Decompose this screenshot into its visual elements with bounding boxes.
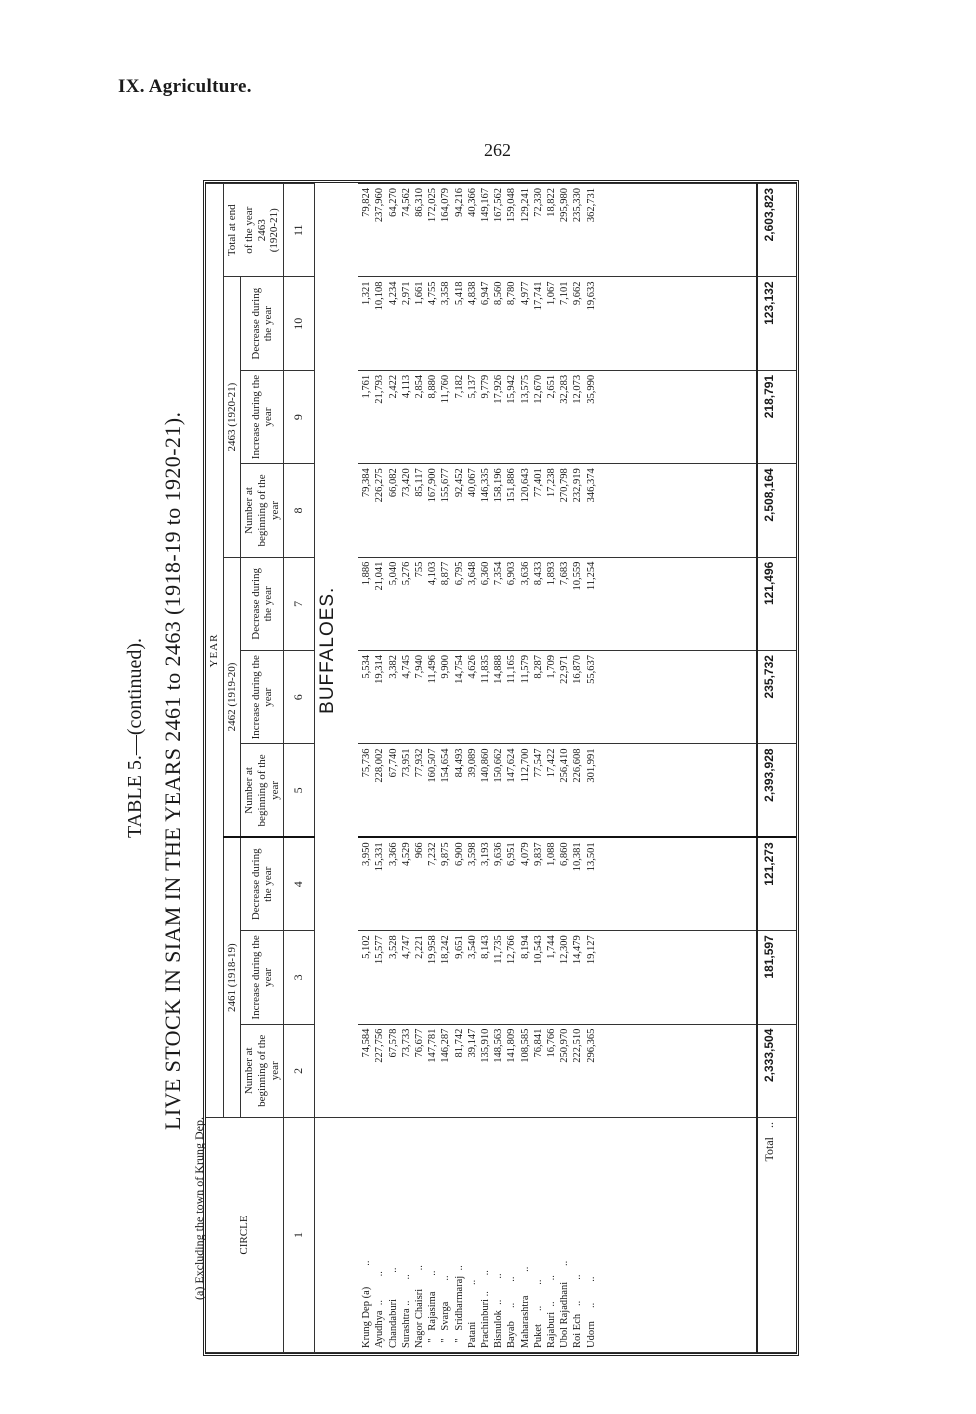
livestock-table (206, 183, 796, 1353)
data-column: 1,321 10,108 4,234 2,971 1,661 4,755 3,358 5,418 4,838 6,947 8,560 8,780 4,977 17,741 1,067 7,101 9,662 19,633 (358, 277, 756, 370)
total-end-sub3: (1920-21) (268, 208, 281, 253)
total-end-subheader (241, 184, 284, 277)
total-value: 121,496 (757, 557, 796, 650)
total-value: 121,273 (757, 837, 796, 930)
circle-header: CIRCLE (206, 1118, 284, 1353)
total-value: 2,508,164 (757, 464, 796, 557)
col-number: 6 (284, 651, 315, 744)
col-header: Number at beginning of the year (241, 744, 284, 837)
data-column: 1,761 21,793 2,422 4,113 2,854 8,880 11,760 7,182 5,137 9,779 17,926 15,942 13,575 12,670 2,651 32,283 12,073 35,990 (358, 370, 756, 463)
total-row (757, 184, 796, 1353)
data-column: 1,886 21,041 5,040 5,276 755 4,103 8,877 6,795 3,648 6,360 7,354 6,903 3,636 8,433 1,893 7,683 10,559 11,254 (358, 557, 756, 650)
total-label: Total (761, 1137, 776, 1162)
year-2463-header: 2463 (1920-21) (223, 277, 241, 557)
year-2461-header: 2461 (1918-19) (223, 837, 241, 1117)
page-number: 262 (484, 140, 511, 160)
section-title: IX. Agriculture. (118, 76, 252, 97)
total-value: 2,603,823 (757, 184, 796, 277)
table-caption-text: TABLE 5.—(continued). (124, 637, 146, 838)
total-value: 2,393,928 (757, 744, 796, 837)
data-column: 5,534 19,314 3,382 4,745 7,940 11,496 9,900 14,754 4,626 11,835 14,888 11,165 11,579 8,287 1,709 22,971 16,870 55,637 (358, 651, 756, 744)
data-column: 79,824 237,960 64,270 74,562 86,310 172,025 164,079 94,216 40,366 149,167 167,562 159,048 129,241 72,330 18,822 295,980 235,330 362,731 (358, 184, 756, 277)
col-header: Decrease during the year (241, 837, 284, 930)
col-number: 8 (284, 464, 315, 557)
data-column: 75,736 228,002 67,740 73,951 77,932 160,507 154,654 84,493 39,089 140,860 150,662 147,624 112,700 77,547 17,422 256,410 226,608 301,991 (358, 744, 756, 837)
total-end-sub1: of the year (243, 206, 256, 254)
col-number: 3 (284, 931, 315, 1024)
table-title-text: LIVE STOCK IN SIAM IN THE YEARS 2461 to 2463 (1918-19 to 1920-21). (160, 411, 185, 1130)
col-number: 11 (284, 184, 315, 277)
data-column: 74,584 227,756 67,578 73,733 76,677 147,781 146,287 81,742 39,147 135,910 148,563 141,809 108,585 76,841 16,766 250,970 222,510 296,365 (358, 1024, 756, 1117)
total-end-header: Total at end (223, 184, 241, 277)
col-header: Decrease during the year (241, 277, 284, 370)
col-header: Increase during the year (241, 370, 284, 463)
col-number: 2 (284, 1024, 315, 1117)
year-2462-header: 2462 (1919-20) (223, 557, 241, 837)
col-number: 5 (284, 744, 315, 837)
total-value: 218,791 (757, 370, 796, 463)
col-header: Number at beginning of the year (241, 1024, 284, 1117)
total-label-cell (757, 1118, 796, 1353)
total-dots: .. (761, 1122, 776, 1128)
total-value: 235,732 (757, 651, 796, 744)
rotated-table (206, 183, 796, 1353)
col-header: Decrease during the year (241, 557, 284, 650)
data-column: 5,102 15,577 3,528 4,747 2,221 19,958 18,242 9,651 3,540 8,143 11,735 12,766 8,194 10,543 1,744 12,300 14,479 19,127 (358, 931, 756, 1024)
year-header: YEAR (206, 184, 223, 1118)
col-number: 7 (284, 557, 315, 650)
data-column: 3,950 15,331 3,366 4,529 966 7,232 9,875 6,900 3,598 3,193 9,636 6,951 4,079 9,837 1,088 6,860 10,381 13,501 (358, 837, 756, 930)
total-value: 181,597 (757, 931, 796, 1024)
total-value: 2,333,504 (757, 1024, 796, 1117)
total-end-sub2: 2463 (255, 219, 268, 242)
col-number: 10 (284, 277, 315, 370)
data-column: 79,384 226,275 66,082 73,420 85,117 167,900 155,677 92,452 40,067 146,335 158,196 151,886 120,643 77,401 17,238 270,798 232,919 346,374 (358, 464, 756, 557)
col-number: 1 (284, 1118, 315, 1353)
col-header: Number at beginning of the year (241, 464, 284, 557)
table-frame (203, 180, 799, 1356)
col-number: 4 (284, 837, 315, 930)
col-header: Increase during the year (241, 651, 284, 744)
circle-names: Krung Dep (a) .. Ayudhya .. .. Chandaburi .. Surashtra .. .. Nagor Chaisri .. " Rajasima .. " Svarga .. " Sridharmaraj .. Patani .. Prachinburi .. .. Bisnulok .. .. Bayab .. .. Maharashtra .. Puket .. .. Rajaburi .. .. Ubol Rajadhani .. Roi Ech .. .. Udorn .. .. (358, 1118, 756, 1353)
total-value: 123,132 (757, 277, 796, 370)
col-header: Increase during the year (241, 931, 284, 1024)
section-label-buffaloes: BUFFALOES. (317, 586, 339, 714)
col-number: 9 (284, 370, 315, 463)
footnote-text: (a) Excluding the town of Krung Dep. (192, 1117, 206, 1300)
